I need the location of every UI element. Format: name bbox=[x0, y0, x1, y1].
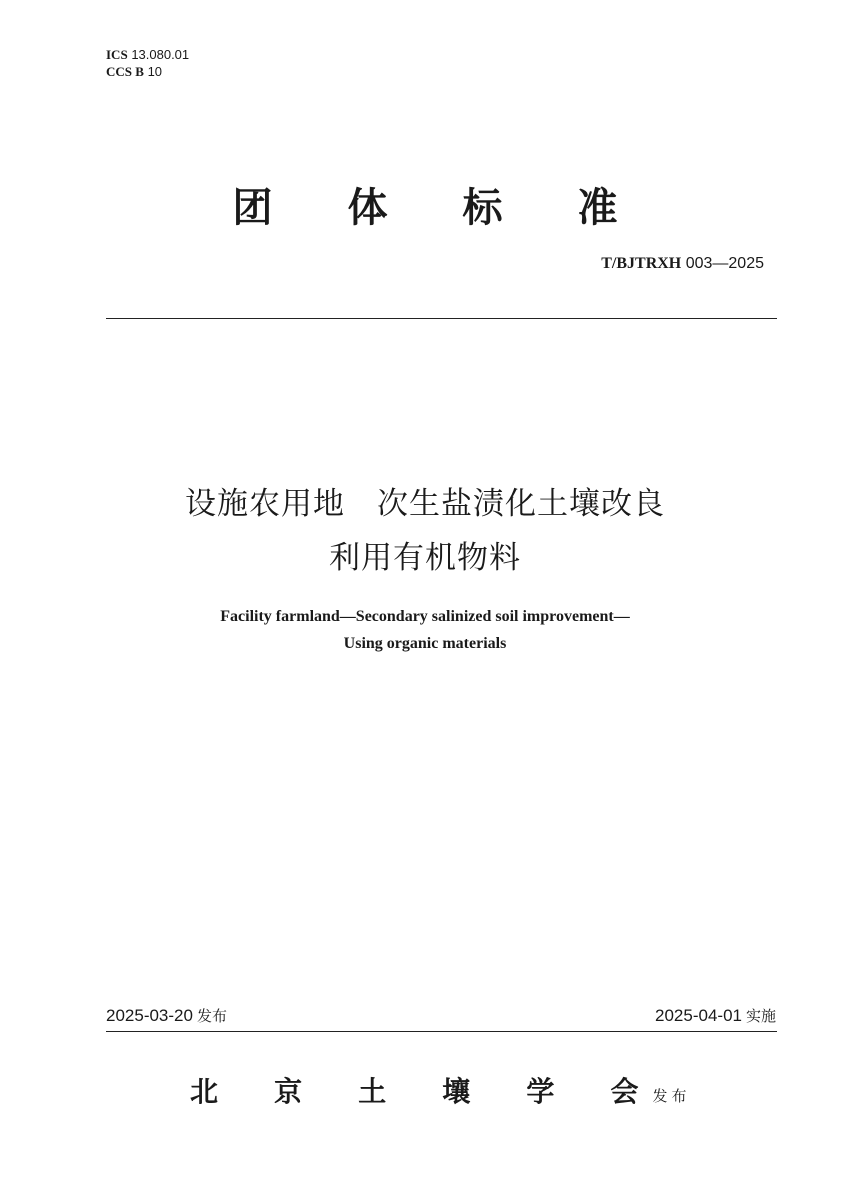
title-en-line1: Facility farmland—Secondary salinized soil improvement— bbox=[220, 608, 630, 625]
standard-number-prefix: T/BJTRXH bbox=[601, 255, 682, 272]
classification-codes bbox=[106, 46, 189, 80]
standard-number bbox=[601, 255, 764, 273]
standard-type-char: 标 bbox=[462, 185, 503, 231]
title-en-line2: Using organic materials bbox=[343, 635, 507, 652]
ccs-code bbox=[106, 63, 189, 80]
ccs-value: 10 bbox=[147, 64, 163, 79]
issue-date-label: 发布 bbox=[196, 1007, 227, 1025]
top-divider bbox=[106, 318, 777, 319]
publisher-char: 会 bbox=[610, 1075, 639, 1108]
standard-type-heading bbox=[0, 176, 850, 233]
implementation-date-value: 2025-04-01 bbox=[655, 1006, 742, 1025]
title-zh-line2: 利用有机物料 bbox=[329, 540, 521, 576]
publisher-char: 北 bbox=[190, 1075, 219, 1108]
publisher-char: 土 bbox=[358, 1075, 387, 1108]
publisher-char: 学 bbox=[526, 1075, 555, 1108]
implementation-date bbox=[655, 1005, 776, 1026]
publisher bbox=[190, 1070, 690, 1110]
issue-date bbox=[106, 1005, 227, 1026]
ics-code bbox=[106, 46, 189, 63]
publisher-issued-label: 发布 bbox=[652, 1087, 691, 1105]
implementation-date-label: 实施 bbox=[745, 1007, 776, 1025]
ccs-label: CCS B bbox=[106, 64, 144, 79]
standard-type-char: 准 bbox=[577, 185, 618, 231]
standard-type-char: 团 bbox=[232, 185, 273, 231]
publisher-char: 壤 bbox=[442, 1075, 471, 1108]
title-zh-line1: 设施农用地 次生盐渍化土壤改良 bbox=[185, 486, 665, 522]
standard-number-value: 003—2025 bbox=[685, 255, 764, 272]
standard-type-char: 体 bbox=[347, 185, 388, 231]
bottom-divider bbox=[106, 1031, 777, 1032]
ics-label: ICS bbox=[106, 47, 128, 62]
issue-date-value: 2025-03-20 bbox=[106, 1006, 193, 1025]
ics-value: 13.080.01 bbox=[131, 47, 190, 62]
publisher-char: 京 bbox=[274, 1075, 303, 1108]
publisher-name bbox=[190, 1070, 652, 1110]
